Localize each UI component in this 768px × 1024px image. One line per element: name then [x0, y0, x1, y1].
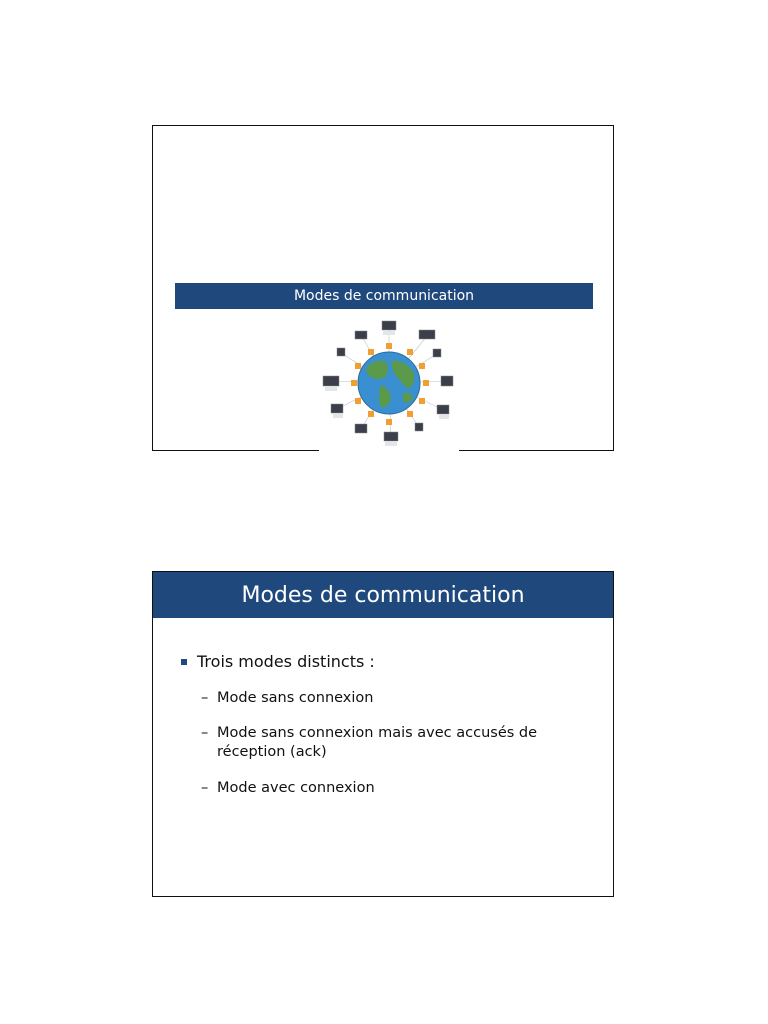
sub-item-text: Mode sans connexion mais avec accusés de: [217, 725, 538, 741]
sub-item-text: Mode sans connexion: [217, 690, 374, 706]
dash-marker: –: [201, 690, 209, 706]
dash-marker: –: [201, 725, 209, 741]
sub-item-1: [201, 689, 601, 708]
sub-item-text: Mode avec connexion: [217, 780, 375, 796]
dash-marker: –: [201, 780, 209, 796]
square-bullet-icon: [181, 659, 187, 665]
slide-2-title: Modes de communication: [153, 572, 613, 618]
globe-network-icon: [319, 319, 459, 451]
sub-item-text-continued: réception (ack): [217, 744, 327, 760]
slide-2: [152, 571, 614, 897]
sub-item-2: [201, 724, 601, 762]
slide-1: [152, 125, 614, 451]
slide-1-title: Modes de communication: [175, 283, 593, 309]
bullet-text: Trois modes distincts :: [197, 652, 375, 671]
bullet-item: [181, 652, 375, 671]
sub-item-3: [201, 779, 601, 798]
